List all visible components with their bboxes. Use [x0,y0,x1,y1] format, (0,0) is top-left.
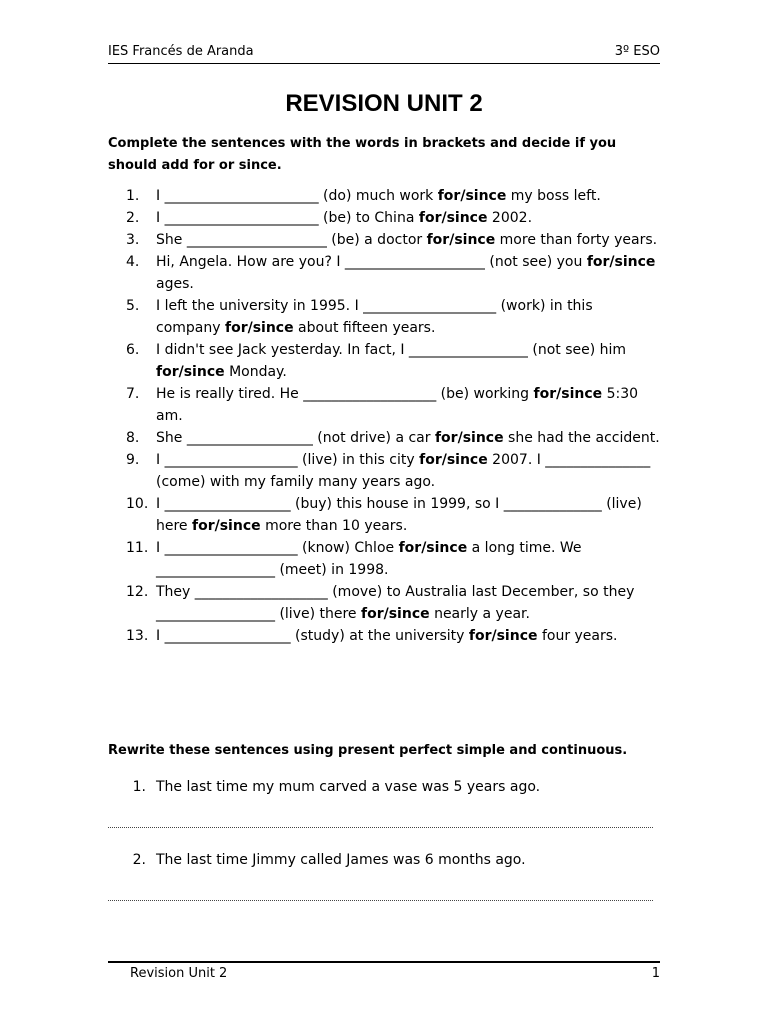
answer-line [108,900,653,901]
exercise-1-item [108,383,660,427]
answer-line [108,827,653,828]
exercise-1-item-number: 5. [126,298,140,314]
rewrite-item [108,776,660,798]
rewrite-item-text: The last time Jimmy called James was 6 months ago. [156,852,526,868]
exercise-1-item-text: She __________________ (not drive) a car for/since she had the accident. [156,430,660,446]
exercise-1-item [108,537,660,581]
exercise-1-item-number: 3. [126,232,140,248]
for-since-choice: for/since [361,606,430,622]
exercise-1-item [108,449,660,493]
exercise-1-item-text: He is really tired. He ___________________ (be) working for/since 5:30 am. [156,386,639,424]
exercise-1-item-text: I __________________ (buy) this house in 1999, so I ______________ (live) here for/since more than 10 years. [156,496,642,534]
exercise-1-item [108,207,660,229]
exercise-1-item-text: I ___________________ (know) Chloe for/since a long time. We _________________ (meet) in 1998. [156,540,582,578]
for-since-choice: for/since [426,232,496,248]
exercise-1-item-number: 4. [126,254,140,270]
page-header [108,44,660,64]
exercise-1-item [108,185,660,207]
footer-unit-name: Revision Unit 2 [130,966,228,981]
for-since-choice: for/since [192,518,261,534]
exercise-1-item-number: 2. [126,210,140,226]
exercise-1-item-text: I ___________________ (live) in this city for/since 2007. I _______________ (come) with my family many years ago. [156,452,651,490]
rewrite-item-text: The last time my mum carved a vase was 5 years ago. [156,779,541,795]
exercise-1-item [108,581,660,625]
for-since-choice: for/since [398,540,468,556]
exercise-1-item [108,251,660,295]
page-footer [108,961,660,981]
for-since-choice: for/since [434,430,504,446]
exercise-1-item-text: I __________________ (study) at the university for/since four years. [156,628,618,644]
for-since-choice: for/since [437,188,507,204]
exercise-1-item [108,427,660,449]
for-since-choice: for/since [224,320,294,336]
exercise-1-item-text: Hi, Angela. How are you? I ____________________ (not see) you for/since ages. [156,254,656,292]
for-since-choice: for/since [156,364,225,380]
exercise-1-item-number: 9. [126,452,140,468]
page-title: REVISION UNIT 2 [285,90,483,117]
exercise-2-instructions: Rewrite these sentences using present perfect simple and continuous. [108,743,628,758]
for-since-choice: for/since [586,254,656,270]
exercise-1-item-text: I ______________________ (be) to China for/since 2002. [156,210,533,226]
exercise-1-item-number: 6. [126,342,140,358]
school-name: IES Francés de Aranda [108,44,254,59]
course-level: 3º ESO [614,44,660,59]
exercise-1-item-number: 1. [126,188,140,204]
exercise-1-item-text: She ____________________ (be) a doctor for/since more than forty years. [156,232,658,248]
exercise-1-instructions: Complete the sentences with the words in brackets and decide if you should add for or since. [108,136,617,173]
page-number: 1 [651,966,660,981]
exercise-1-item [108,339,660,383]
for-since-choice: for/since [418,210,488,226]
exercise-1-item-number: 13. [126,628,149,644]
exercise-1-list [108,185,660,647]
exercise-1-item [108,229,660,251]
exercise-1-item-number: 11. [126,540,149,556]
for-since-choice: for/since [468,628,538,644]
exercise-1-item-text: I didn't see Jack yesterday. In fact, I _________________ (not see) him for/since Monday. [156,342,627,380]
rewrite-item-number: 2. [132,852,146,868]
rewrite-item-number: 1. [132,779,146,795]
exercise-1-item [108,625,660,647]
exercise-1-item-text: I left the university in 1995. I ___________________ (work) in this company for/since about fifteen years. [156,298,593,336]
exercise-1-item-number: 7. [126,386,140,402]
exercise-1-item-text: They ___________________ (move) to Australia last December, so they _________________ (live) there for/since nearly a year. [156,584,635,622]
exercise-1-item-number: 10. [126,496,149,512]
exercise-1-item [108,295,660,339]
for-since-choice: for/since [419,452,488,468]
for-since-choice: for/since [533,386,603,402]
rewrite-item [108,849,660,871]
exercise-1-item-number: 12. [126,584,149,600]
exercise-1-item-text: I ______________________ (do) much work for/since my boss left. [156,188,601,204]
exercise-1-item [108,493,660,537]
exercise-1-item-number: 8. [126,430,140,446]
